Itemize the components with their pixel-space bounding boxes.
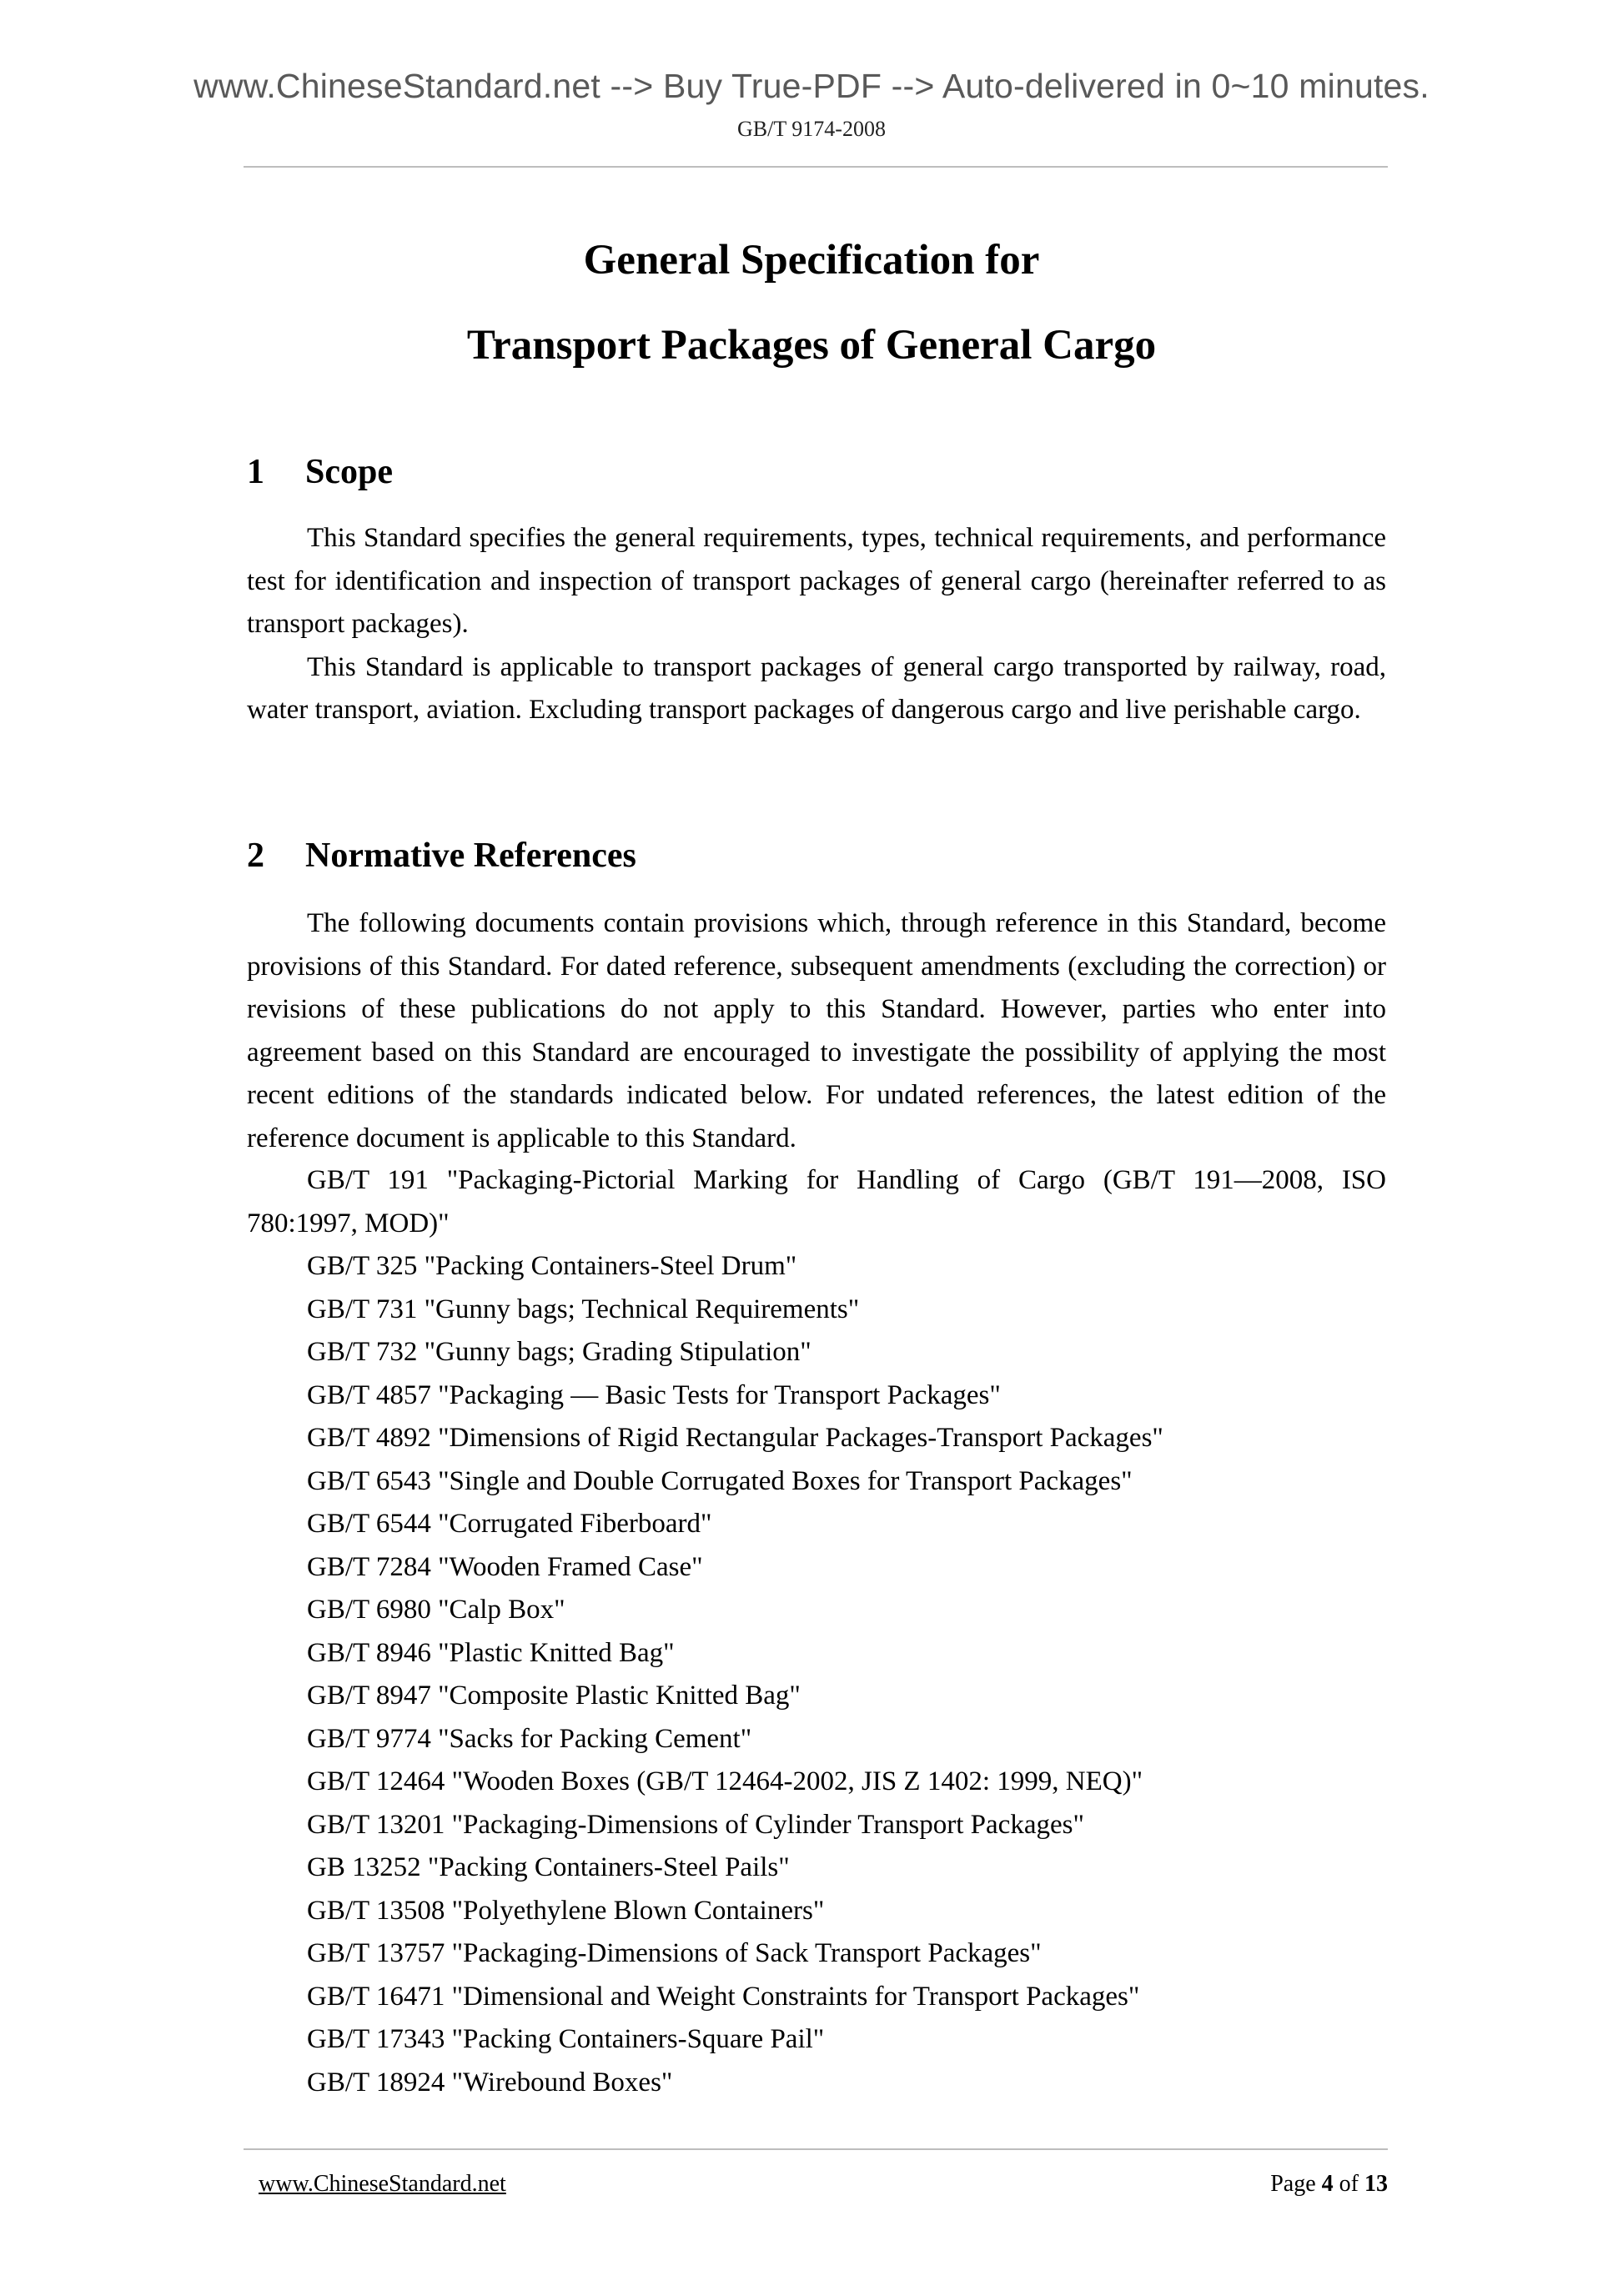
reference-item: GB/T 732 "Gunny bags; Grading Stipulation" — [307, 1337, 812, 1367]
reference-item: GB/T 8947 "Composite Plastic Knitted Bag" — [307, 1681, 801, 1711]
normative-references-body — [247, 902, 1386, 1160]
reference-item: GB/T 6980 "Calp Box" — [307, 1595, 565, 1625]
reference-item: GB/T 4857 "Packaging — Basic Tests for Transport Packages" — [307, 1379, 1001, 1410]
reference-item: GB/T 4892 "Dimensions of Rigid Rectangular Packages-Transport Packages" — [307, 1423, 1163, 1453]
page-of: of — [1339, 2171, 1359, 2197]
reference-item: GB/T 16471 "Dimensional and Weight Constraints for Transport Packages" — [307, 1981, 1140, 2012]
section-heading-normative-references — [247, 836, 636, 876]
header-divider — [244, 166, 1388, 168]
reference-item: GB/T 17343 "Packing Containers-Square Pail" — [307, 2024, 825, 2054]
page-indicator — [1270, 2171, 1388, 2198]
reference-item: GB/T 7284 "Wooden Framed Case" — [307, 1551, 703, 1582]
reference-item: GB 13252 "Packing Containers-Steel Pails" — [307, 1852, 790, 1882]
reference-item: GB/T 18924 "Wirebound Boxes" — [307, 2067, 673, 2098]
document-title-line-2: Transport Packages of General Cargo — [466, 322, 1157, 369]
footer-divider — [244, 2148, 1388, 2150]
reference-item: GB/T 9774 "Sacks for Packing Cement" — [307, 1723, 752, 1754]
reference-item: GB/T 6544 "Corrugated Fiberboard" — [307, 1509, 712, 1539]
reference-item: GB/T 12464 "Wooden Boxes (GB/T 12464-2002, JIS Z 1402: 1999, NEQ)" — [307, 1766, 1143, 1796]
scope-body — [247, 517, 1386, 732]
section-number: 2 — [247, 837, 264, 875]
header-banner: www.ChineseStandard.net --> Buy True-PDF --> Auto-delivered in 0~10 minutes. — [193, 67, 1430, 105]
section-number: 1 — [247, 453, 264, 491]
paragraph: This Standard specifies the general requirements, types, technical requirements, and performance test for identification and inspection of transport packages of general cargo (hereinafter referred to as transport packages). — [247, 523, 1386, 639]
page-current: 4 — [1321, 2171, 1334, 2197]
footer-website-link[interactable]: www.ChineseStandard.net — [259, 2171, 506, 2197]
reference-item: GB/T 191 "Packaging-Pictorial Marking for Handling of Cargo (GB/T 191—2008, ISO 780:1997, MOD)" — [247, 1165, 1386, 1238]
section-heading-scope — [247, 452, 393, 492]
reference-item: GB/T 8946 "Plastic Knitted Bag" — [307, 1637, 675, 1668]
reference-item: GB/T 731 "Gunny bags; Technical Requirements" — [307, 1294, 860, 1324]
reference-item: GB/T 13201 "Packaging-Dimensions of Cylinder Transport Packages" — [307, 1809, 1084, 1840]
reference-item: GB/T 325 "Packing Containers-Steel Drum" — [307, 1251, 797, 1281]
paragraph: This Standard is applicable to transport packages of general cargo transported by railway, road, water transport, aviation. Excluding transport packages of dangerous cargo and live perishable cargo. — [247, 651, 1386, 725]
document-title-line-1: General Specification for — [583, 237, 1040, 284]
standard-code: GB/T 9174-2008 — [737, 117, 886, 141]
page-total: 13 — [1364, 2171, 1388, 2197]
section-title: Scope — [305, 453, 393, 491]
paragraph: The following documents contain provisions which, through reference in this Standard, become provisions of this Standard. For dated reference, subsequent amendments (excluding the correction) or revisions of these publications do not apply to this Standard. However, parties who enter into agreement based on this Standard are encouraged to investigate the possibility of applying the most recent editions of the standards indicated below. For undated references, the latest edition of the reference document is applicable to this Standard. — [247, 908, 1386, 1153]
section-title: Normative References — [305, 837, 636, 875]
reference-list — [247, 1159, 1386, 2104]
reference-item: GB/T 13757 "Packaging-Dimensions of Sack Transport Packages" — [307, 1938, 1042, 1968]
page-prefix: Page — [1270, 2171, 1316, 2197]
reference-item: GB/T 6543 "Single and Double Corrugated Boxes for Transport Packages" — [307, 1465, 1133, 1496]
reference-item: GB/T 13508 "Polyethylene Blown Containers" — [307, 1895, 825, 1926]
